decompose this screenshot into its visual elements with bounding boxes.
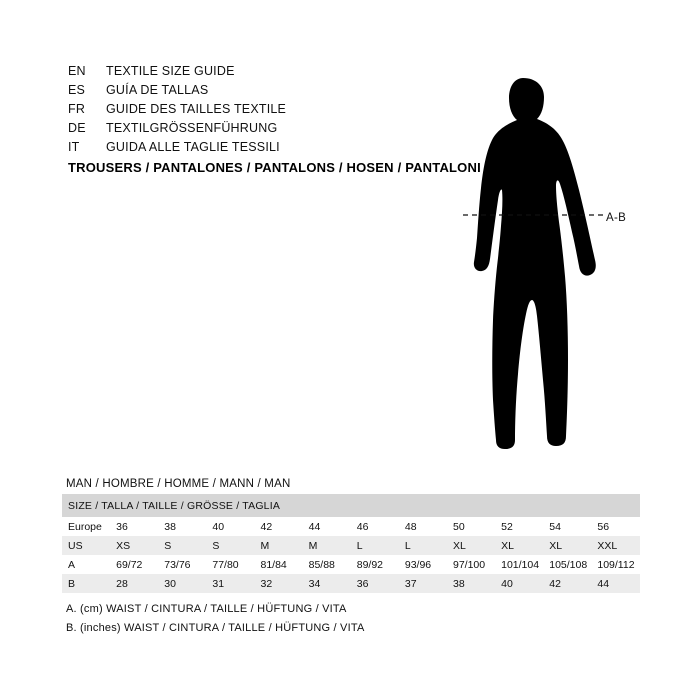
language-row bbox=[68, 64, 448, 83]
cell: 52 bbox=[495, 517, 543, 536]
cell: 48 bbox=[399, 517, 447, 536]
cell: 77/80 bbox=[206, 555, 254, 574]
cell: 101/104 bbox=[495, 555, 543, 574]
cell: L bbox=[399, 536, 447, 555]
language-code: DE bbox=[68, 121, 86, 135]
table-group-label: MAN / HOMBRE / HOMME / MANN / MAN bbox=[66, 478, 291, 490]
silhouette-icon bbox=[455, 48, 675, 458]
cell: 42 bbox=[543, 574, 591, 593]
row-label: A bbox=[62, 555, 110, 574]
cell: 40 bbox=[495, 574, 543, 593]
cell: 81/84 bbox=[255, 555, 303, 574]
language-code: IT bbox=[68, 140, 80, 154]
cell: 85/88 bbox=[303, 555, 351, 574]
cell: 36 bbox=[110, 517, 158, 536]
language-code: ES bbox=[68, 83, 86, 97]
cell: 109/112 bbox=[591, 555, 640, 574]
cell: 69/72 bbox=[110, 555, 158, 574]
cell: 44 bbox=[303, 517, 351, 536]
language-row bbox=[68, 83, 448, 102]
cell: 38 bbox=[447, 574, 495, 593]
row-label: B bbox=[62, 574, 110, 593]
cell: 56 bbox=[591, 517, 640, 536]
cell: 73/76 bbox=[158, 555, 206, 574]
cell: M bbox=[303, 536, 351, 555]
cell: M bbox=[255, 536, 303, 555]
language-text: TEXTILGRÖSSENFÜHRUNG bbox=[106, 121, 278, 135]
cell: 105/108 bbox=[543, 555, 591, 574]
cell: 46 bbox=[351, 517, 399, 536]
language-text: GUIDA ALLE TAGLIE TESSILI bbox=[106, 140, 280, 154]
language-code: FR bbox=[68, 102, 86, 116]
note-b: B. (inches) WAIST / CINTURA / TAILLE / HÜFTUNG / VITA bbox=[66, 622, 365, 634]
table-header-label: SIZE / TALLA / TAILLE / GRÖSSE / TAGLIA bbox=[62, 494, 640, 517]
cell: S bbox=[158, 536, 206, 555]
cell: L bbox=[351, 536, 399, 555]
cell: 28 bbox=[110, 574, 158, 593]
cell: 36 bbox=[351, 574, 399, 593]
note-a: A. (cm) WAIST / CINTURA / TAILLE / HÜFTUNG / VITA bbox=[66, 603, 347, 615]
cell: XL bbox=[543, 536, 591, 555]
language-text: GUIDE DES TAILLES TEXTILE bbox=[106, 102, 287, 116]
language-text: GUÍA DE TALLAS bbox=[106, 83, 209, 97]
cell: 93/96 bbox=[399, 555, 447, 574]
measurement-label-ab: A-B bbox=[606, 212, 627, 224]
cell: 37 bbox=[399, 574, 447, 593]
row-label: Europe bbox=[62, 517, 110, 536]
size-table-wrapper bbox=[62, 494, 640, 593]
cell: XXL bbox=[591, 536, 640, 555]
footer-notes bbox=[66, 600, 364, 638]
page-title: TROUSERS / PANTALONES / PANTALONS / HOSEN / PANTALONI bbox=[68, 160, 481, 175]
language-code: EN bbox=[68, 64, 86, 78]
cell: S bbox=[206, 536, 254, 555]
cell: 40 bbox=[206, 517, 254, 536]
table-row bbox=[62, 536, 640, 555]
cell: 38 bbox=[158, 517, 206, 536]
cell: 97/100 bbox=[447, 555, 495, 574]
language-list bbox=[68, 64, 448, 159]
cell: 44 bbox=[591, 574, 640, 593]
table-row bbox=[62, 555, 640, 574]
cell: 50 bbox=[447, 517, 495, 536]
cell: XL bbox=[447, 536, 495, 555]
size-table bbox=[62, 494, 640, 593]
table-row bbox=[62, 517, 640, 536]
cell: 89/92 bbox=[351, 555, 399, 574]
man-silhouette-figure bbox=[455, 48, 675, 458]
cell: XS bbox=[110, 536, 158, 555]
cell: 31 bbox=[206, 574, 254, 593]
table-header-row bbox=[62, 494, 640, 517]
language-row bbox=[68, 140, 448, 159]
cell: 34 bbox=[303, 574, 351, 593]
language-row bbox=[68, 102, 448, 121]
language-row bbox=[68, 121, 448, 140]
row-label: US bbox=[62, 536, 110, 555]
table-row bbox=[62, 574, 640, 593]
cell: 54 bbox=[543, 517, 591, 536]
cell: 30 bbox=[158, 574, 206, 593]
cell: 42 bbox=[255, 517, 303, 536]
cell: XL bbox=[495, 536, 543, 555]
language-text: TEXTILE SIZE GUIDE bbox=[106, 64, 235, 78]
cell: 32 bbox=[255, 574, 303, 593]
